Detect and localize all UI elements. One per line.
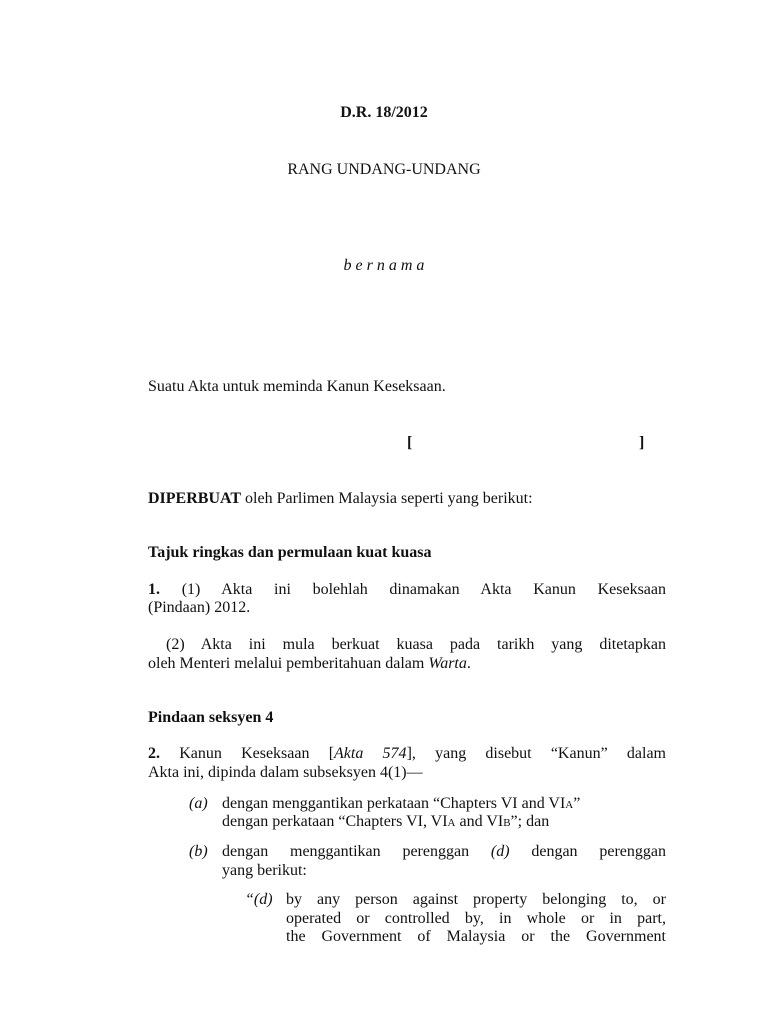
section2-heading: Pindaan seksyen 4 xyxy=(148,709,274,726)
section1-number: 1. xyxy=(148,581,160,598)
section2-line1: 2. Kanun Keseksaan [Akta 574], yang disebut “Kanun” dalam xyxy=(148,745,666,762)
enacting-lead: DIPERBUAT xyxy=(148,490,242,507)
para-b-line2: yang berikut: xyxy=(222,862,307,879)
named-label xyxy=(0,257,768,275)
para-a-line2: dengan perkataan “Chapters VI, VIA and VIB”; dan xyxy=(222,813,550,830)
bill-type: RANG UNDANG-UNDANG xyxy=(287,161,481,178)
date-bracket-close: ] xyxy=(639,434,645,451)
named-text: b e r n a m a xyxy=(343,257,425,274)
quote-d-line2: operated or controlled by, in whole or in part, xyxy=(286,910,666,927)
section1-heading: Tajuk ringkas dan permulaan kuat kuasa xyxy=(148,544,432,561)
enacting-rest: oleh Parlimen Malaysia seperti yang berikut: xyxy=(241,490,533,507)
para-a-line1: dengan menggantikan perkataan “Chapters VI and VIA” xyxy=(222,795,581,812)
section1-sub1-line1 xyxy=(148,581,666,599)
para-a-label: (a) xyxy=(189,795,208,812)
para-b-label: (b) xyxy=(189,843,208,860)
date-bracket-open: [ xyxy=(407,434,413,451)
long-title: Suatu Akta untuk meminda Kanun Keseksaan. xyxy=(148,378,446,395)
quote-d-label: “(d) xyxy=(245,891,273,908)
warta-word: Warta xyxy=(428,655,467,672)
akta-reference: Akta 574 xyxy=(334,745,407,762)
quote-d-line3: the Government of Malaysia or the Government xyxy=(286,928,666,945)
section1-sub2-line1: (2) Akta ini mula berkuat kuasa pada tarikh yang ditetapkan xyxy=(166,636,666,653)
section2-line2: Akta ini, dipinda dalam subseksyen 4(1)— xyxy=(148,764,423,781)
section2-number: 2. xyxy=(148,745,160,762)
para-b-line1: dengan menggantikan perenggan (d) dengan perenggan xyxy=(222,843,666,860)
bill-number: D.R. 18/2012 xyxy=(340,104,428,121)
section1-sub2-line2: oleh Menteri melalui pemberitahuan dalam Warta. xyxy=(148,655,471,672)
section1-sub1-line2: (Pindaan) 2012. xyxy=(148,599,251,616)
enacting-formula xyxy=(148,490,533,508)
quote-d-line1: by any person against property belonging to, or xyxy=(286,891,666,908)
section1-sub1-text: (1) Akta ini bolehlah dinamakan Akta Kanun Keseksaan xyxy=(160,581,666,598)
